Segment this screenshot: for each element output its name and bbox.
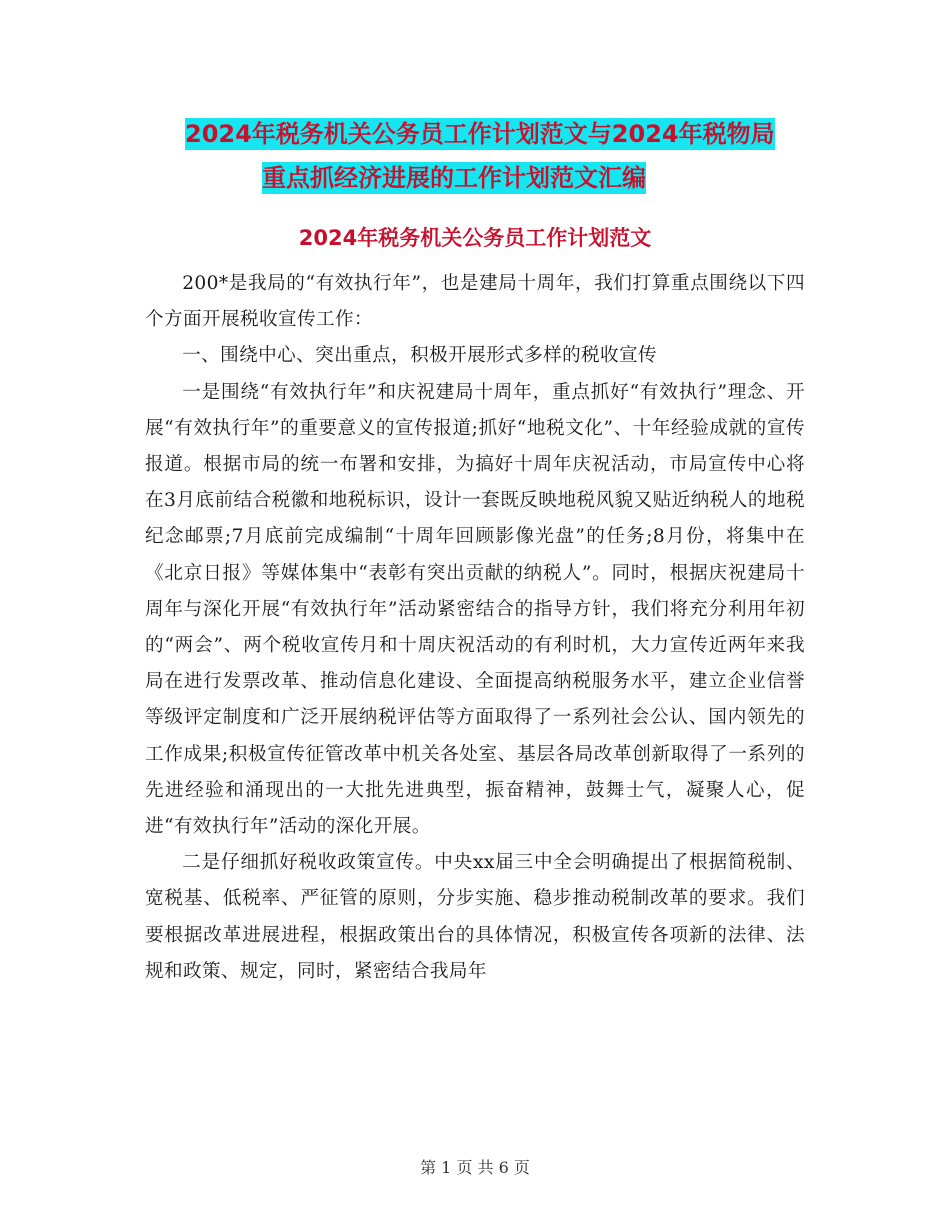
paragraph-intro: 200*是我局的“有效执行年”，也是建局十周年，我们打算重点围绕以下四个方面开展税收宣传工作： [145,273,805,331]
document-title [150,112,830,200]
document-title-line-1 [150,112,830,156]
section-title: 2024年税务机关公务员工作计划范文 [298,226,652,250]
body-text [145,266,805,990]
paragraph-point-2: 二是仔细抓好税收政策宣传。中央xx届三中全会明确提出了根据简税制、宽税基、低税率、严征管的原则，分步实施、稳步推动税制改革的要求。我们要根据改革进展进程，根据政策出台的具体情况，积极宣传各项新的法律、法规和政策、规定，同时，紧密结合我局年 [145,852,805,982]
paragraph-point-1: 一是围绕“有效执行年”和庆祝建局十周年，重点抓好“有效执行”理念、开展“有效执行年”的重要意义的宣传报道;抓好“地税文化”、十年经验成就的宣传报道。根据市局的统一布署和安排，为搞好十周年庆祝活动，市局宣传中心将在3月底前结合税徽和地税标识，设计一套既反映地税风貌又贴近纳税人的地税纪念邮票;7月底前完成编制“十周年回顾影像光盘”的任务;8月份，将集中在《北京日报》等媒体集中“表彰有突出贡献的纳税人”。同时，根据庆祝建局十周年与深化开展“有效执行年”活动紧密结合的指导方针，我们将充分利用年初的“两会”、两个税收宣传月和十周庆祝活动的有利时机，大力宣传近两年来我局在进行发票改革、推动信息化建设、全面提高纳税服务水平，建立企业信誉等级评定制度和广泛开展纳税评估等方面取得了一系列社会公认、国内领先的工作成果;积极宣传征管改革中机关各处室、基层各局改革创新取得了一系列的先进经验和涌现出的一大批先进典型，振奋精神，鼓舞士气，凝聚人心，促进“有效执行年”活动的深化开展。 [145,381,805,838]
paragraph-heading-1: 一、围绕中心、突出重点，积极开展形式多样的税收宣传 [182,345,658,367]
document-title-line-2-text: 重点抓经济进展的工作计划范文汇编 [262,164,646,192]
document-title-line-1-text: 2024年税务机关公务员工作计划范文与2024年税物局 [185,120,775,148]
page-footer: 第 1 页 共 6 页 [420,1158,530,1177]
document-title-line-2 [150,156,830,200]
